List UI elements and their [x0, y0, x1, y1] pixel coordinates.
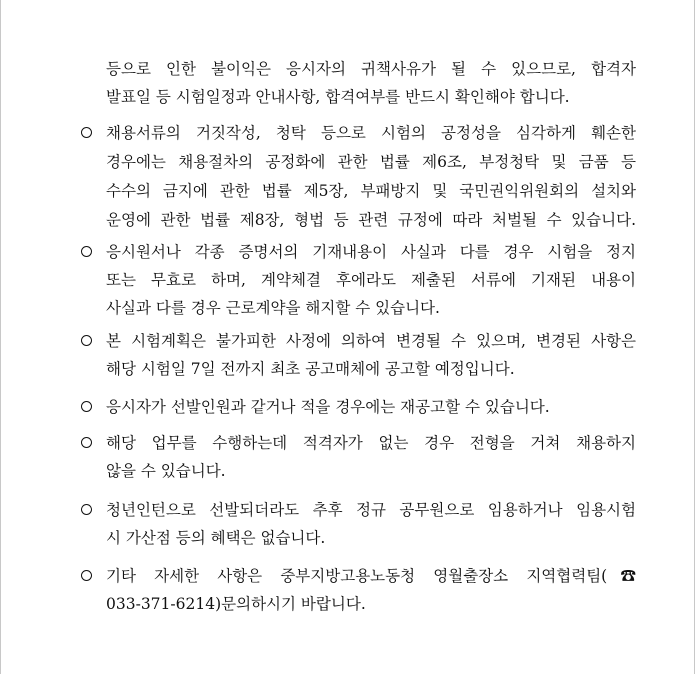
paragraph-line: 청년인턴으로 선발되더라도 추후 정규 공무원으로 임용하거나 임용시험: [106, 501, 636, 519]
paragraph-line: 경우에는 채용절차의 공정화에 관한 법률 제6조, 부정청탁 및 금품 등: [106, 153, 636, 171]
paragraph-line: 발표일 등 시험일정과 안내사항, 합격여부를 반드시 확인해야 합니다.: [106, 88, 570, 106]
paragraph-line: 응시원서나 각종 증명서의 기재내용이 사실과 다를 경우 시험을 정지: [106, 243, 636, 261]
circle-bullet-icon: [81, 437, 92, 448]
paragraph-line: 해당 시험일 7일 전까지 최초 공고매체에 공고할 예정입니다.: [106, 360, 515, 378]
circle-bullet-icon: [81, 127, 92, 138]
paragraph-line: 본 시험계획은 불가피한 사정에 의하여 변경될 수 있으며, 변경된 사항은: [106, 332, 636, 350]
circle-bullet-icon: [81, 504, 92, 515]
paragraph-line: 사실과 다를 경우 근로계약을 해지할 수 있습니다.: [106, 299, 440, 317]
paragraph-line: 기타 자세한 사항은 중부지방고용노동청 영월출장소 지역협력팀(☎: [106, 567, 636, 585]
paragraph-line: 운영에 관한 법률 제8장, 형법 등 관련 규정에 따라 처벌될 수 있습니다.: [106, 211, 636, 229]
paragraph-line: 등으로 인한 불이익은 응시자의 귀책사유가 될 수 있으므로, 합격자: [106, 60, 636, 78]
paragraph-line: 않을 수 있습니다.: [106, 462, 226, 480]
circle-bullet-icon: [81, 570, 92, 581]
circle-bullet-icon: [81, 246, 92, 257]
paragraph-line: 또는 무효로 하며, 계약체결 후에라도 제출된 서류에 기재된 내용이: [106, 271, 636, 289]
paragraph-line: 033-371-6214)문의하시기 바랍니다.: [106, 595, 366, 613]
circle-bullet-icon: [81, 401, 92, 412]
paragraph-line: 채용서류의 거짓작성, 청탁 등으로 시험의 공정성을 심각하게 훼손한: [106, 124, 636, 142]
paragraph-line: 응시자가 선발인원과 같거나 적을 경우에는 재공고할 수 있습니다.: [106, 398, 550, 416]
paragraph-line: 수수의 금지에 관한 법률 제5장, 부패방지 및 국민권익위원회의 설치와: [106, 182, 636, 200]
circle-bullet-icon: [81, 335, 92, 346]
paragraph-line: 해당 업무를 수행하는데 적격자가 없는 경우 전형을 거쳐 채용하지: [106, 434, 636, 452]
paragraph-line: 시 가산점 등의 혜택은 없습니다.: [106, 529, 326, 547]
